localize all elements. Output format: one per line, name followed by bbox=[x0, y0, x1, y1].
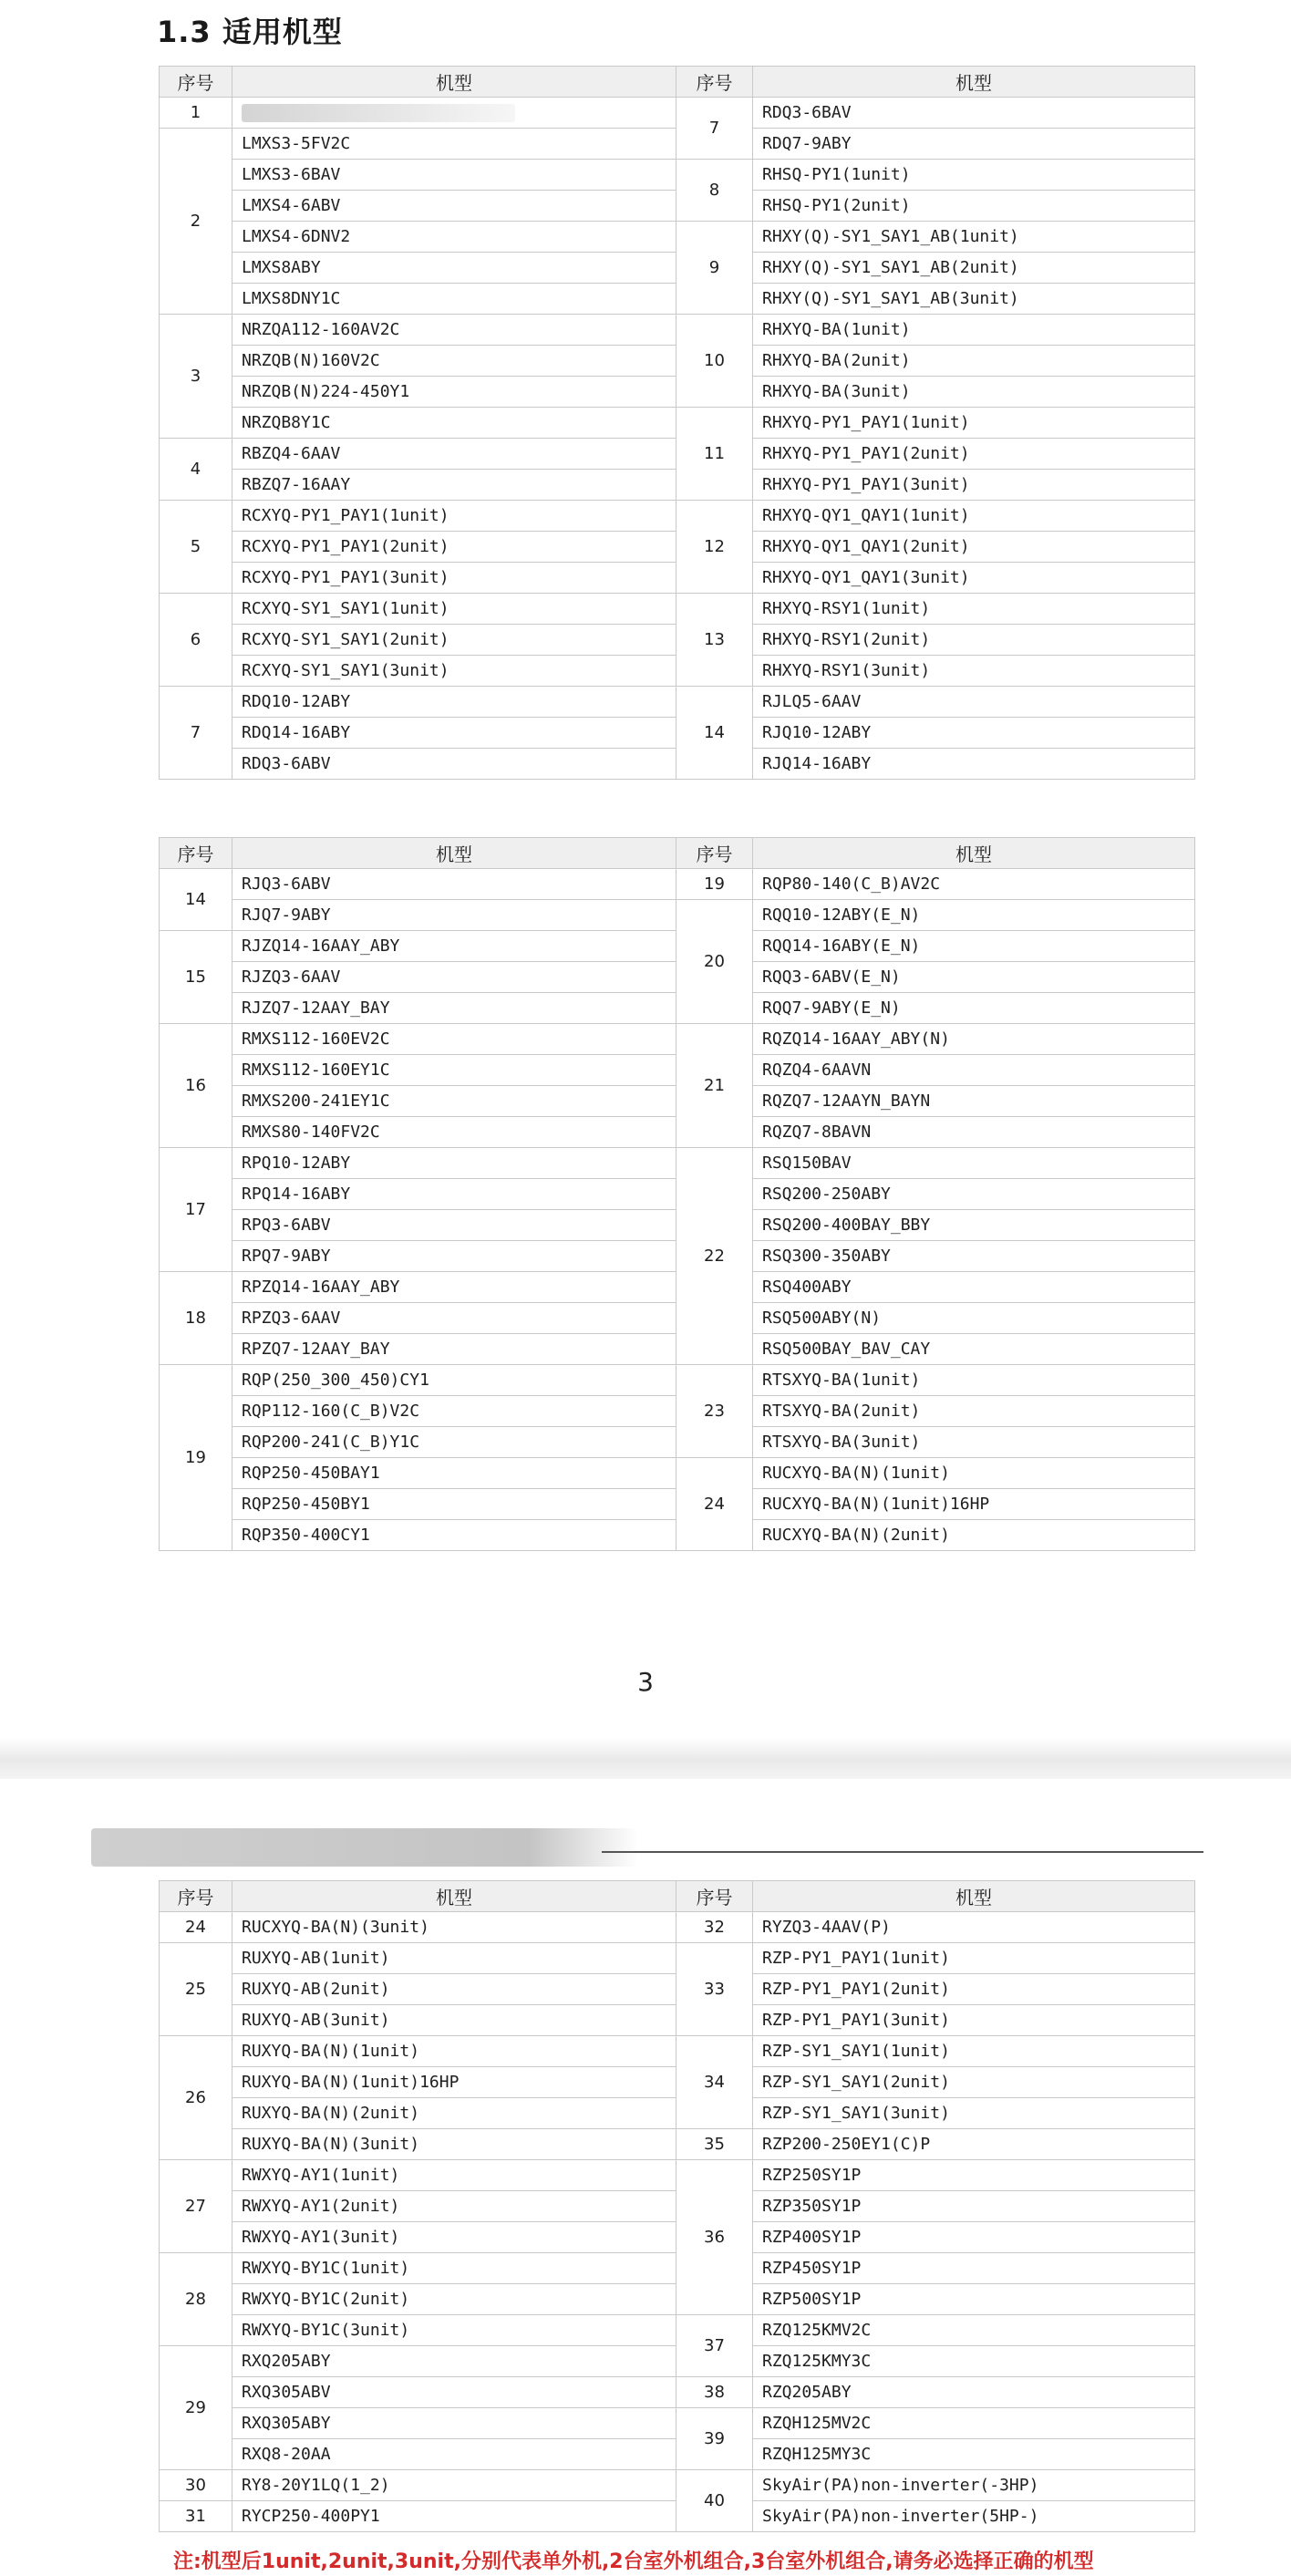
left-model-cell: NRZQB(N)160V2C bbox=[232, 346, 676, 377]
left-model-cell: RCXYQ-PY1_PAY1(2unit) bbox=[232, 532, 676, 563]
page-number: 3 bbox=[637, 1667, 654, 1697]
left-model-cell: RMXS80-140FV2C bbox=[232, 1117, 676, 1148]
right-model-cell: RYZQ3-4AAV(P) bbox=[753, 1912, 1195, 1943]
header-model: 机型 bbox=[232, 1881, 676, 1912]
right-model-cell: RHXYQ-QY1_QAY1(2unit) bbox=[753, 532, 1195, 563]
left-model-cell: RCXYQ-PY1_PAY1(3unit) bbox=[232, 563, 676, 594]
right-seq-cell: 36 bbox=[676, 2160, 753, 2315]
right-model-cell: RDQ3-6BAV bbox=[753, 98, 1195, 129]
table-header-row bbox=[160, 1881, 1195, 1912]
header-seq: 序号 bbox=[676, 1881, 753, 1912]
right-seq-cell: 23 bbox=[676, 1365, 753, 1458]
left-model-cell: RPQ14-16ABY bbox=[232, 1179, 676, 1210]
left-model-cell: LMXS3-6BAV bbox=[232, 160, 676, 191]
left-model-cell: RPQ7-9ABY bbox=[232, 1241, 676, 1272]
table-row bbox=[160, 2408, 1195, 2439]
table-row bbox=[160, 900, 1195, 931]
table-row bbox=[160, 1912, 1195, 1943]
right-model-cell: RQZQ7-12AAYN_BAYN bbox=[753, 1086, 1195, 1117]
right-model-cell: RQQ7-9ABY(E_N) bbox=[753, 993, 1195, 1024]
left-seq-cell: 3 bbox=[160, 315, 232, 439]
table-header-row bbox=[160, 838, 1195, 869]
left-seq-cell: 7 bbox=[160, 687, 232, 780]
right-model-cell: RZP450SY1P bbox=[753, 2253, 1195, 2284]
right-model-cell: RHXYQ-PY1_PAY1(1unit) bbox=[753, 408, 1195, 439]
left-model-cell: RUXYQ-AB(3unit) bbox=[232, 2005, 676, 2036]
left-model-cell: RUXYQ-BA(N)(1unit)16HP bbox=[232, 2067, 676, 2098]
right-seq-cell: 22 bbox=[676, 1148, 753, 1365]
table-row bbox=[160, 869, 1195, 900]
left-model-cell: RXQ205ABY bbox=[232, 2346, 676, 2377]
left-model-cell: RUCXYQ-BA(N)(3unit) bbox=[232, 1912, 676, 1943]
right-model-cell: RZQH125MY3C bbox=[753, 2439, 1195, 2470]
right-model-cell: RUCXYQ-BA(N)(2unit) bbox=[753, 1520, 1195, 1551]
right-seq-cell: 19 bbox=[676, 869, 753, 900]
redacted-model bbox=[242, 104, 515, 122]
right-model-cell: RHXYQ-RSY1(2unit) bbox=[753, 625, 1195, 656]
left-seq-cell: 2 bbox=[160, 129, 232, 315]
left-seq-cell: 28 bbox=[160, 2253, 232, 2346]
right-model-cell: RHXYQ-RSY1(3unit) bbox=[753, 656, 1195, 687]
left-model-cell: RDQ10-12ABY bbox=[232, 687, 676, 718]
right-model-cell: RZP250SY1P bbox=[753, 2160, 1195, 2191]
right-model-cell: RSQ400ABY bbox=[753, 1272, 1195, 1303]
right-seq-cell: 9 bbox=[676, 222, 753, 315]
right-model-cell: RZP-SY1_SAY1(1unit) bbox=[753, 2036, 1195, 2067]
right-model-cell: RJLQ5-6AAV bbox=[753, 687, 1195, 718]
left-model-cell: LMXS8DNY1C bbox=[232, 284, 676, 315]
right-model-cell: RSQ500ABY(N) bbox=[753, 1303, 1195, 1334]
left-model-cell bbox=[232, 98, 676, 129]
left-model-cell: RJZQ3-6AAV bbox=[232, 962, 676, 993]
right-seq-cell: 8 bbox=[676, 160, 753, 222]
section-title: 1.3 适用机型 bbox=[157, 15, 343, 49]
left-seq-cell: 26 bbox=[160, 2036, 232, 2160]
table-row bbox=[160, 2377, 1195, 2408]
left-seq-cell: 31 bbox=[160, 2501, 232, 2532]
right-seq-cell: 10 bbox=[676, 315, 753, 408]
left-model-cell: RQP250-450BAY1 bbox=[232, 1458, 676, 1489]
table-row bbox=[160, 160, 1195, 191]
left-seq-cell: 6 bbox=[160, 594, 232, 687]
left-model-cell: RXQ305ABY bbox=[232, 2408, 676, 2439]
table-row bbox=[160, 1365, 1195, 1396]
header-seq: 序号 bbox=[676, 67, 753, 98]
right-model-cell: RZP400SY1P bbox=[753, 2222, 1195, 2253]
models-table-3 bbox=[159, 1880, 1195, 2532]
table-row bbox=[160, 408, 1195, 439]
right-model-cell: RZQ125KMV2C bbox=[753, 2315, 1195, 2346]
right-model-cell: RHXYQ-PY1_PAY1(3unit) bbox=[753, 470, 1195, 501]
header-seq: 序号 bbox=[160, 838, 232, 869]
right-model-cell: RZP-PY1_PAY1(2unit) bbox=[753, 1974, 1195, 2005]
table-row bbox=[160, 315, 1195, 346]
right-model-cell: RZP-PY1_PAY1(3unit) bbox=[753, 2005, 1195, 2036]
right-model-cell: RZP-PY1_PAY1(1unit) bbox=[753, 1943, 1195, 1974]
left-model-cell: LMXS4-6ABV bbox=[232, 191, 676, 222]
right-model-cell: RSQ300-350ABY bbox=[753, 1241, 1195, 1272]
left-model-cell: RXQ8-20AA bbox=[232, 2439, 676, 2470]
left-model-cell: RQP200-241(C_B)Y1C bbox=[232, 1427, 676, 1458]
left-model-cell: LMXS3-5FV2C bbox=[232, 129, 676, 160]
left-model-cell: RPQ10-12ABY bbox=[232, 1148, 676, 1179]
right-model-cell: RSQ200-250ABY bbox=[753, 1179, 1195, 1210]
right-model-cell: RHSQ-PY1(1unit) bbox=[753, 160, 1195, 191]
right-seq-cell: 35 bbox=[676, 2129, 753, 2160]
right-seq-cell: 38 bbox=[676, 2377, 753, 2408]
table-row bbox=[160, 98, 1195, 129]
left-model-cell: RY8-20Y1LQ(1_2) bbox=[232, 2470, 676, 2501]
models-table-1 bbox=[159, 66, 1195, 780]
left-model-cell: RJZQ14-16AAY_ABY bbox=[232, 931, 676, 962]
right-model-cell: RQP80-140(C_B)AV2C bbox=[753, 869, 1195, 900]
right-seq-cell: 20 bbox=[676, 900, 753, 1024]
right-model-cell: SkyAir(PA)non-inverter(-3HP) bbox=[753, 2470, 1195, 2501]
left-model-cell: RDQ14-16ABY bbox=[232, 718, 676, 749]
left-model-cell: RPZQ14-16AAY_ABY bbox=[232, 1272, 676, 1303]
right-model-cell: RTSXYQ-BA(3unit) bbox=[753, 1427, 1195, 1458]
table-row bbox=[160, 1458, 1195, 1489]
right-model-cell: RSQ150BAV bbox=[753, 1148, 1195, 1179]
right-model-cell: RTSXYQ-BA(2unit) bbox=[753, 1396, 1195, 1427]
right-seq-cell: 32 bbox=[676, 1912, 753, 1943]
left-seq-cell: 19 bbox=[160, 1365, 232, 1551]
left-model-cell: NRZQA112-160AV2C bbox=[232, 315, 676, 346]
header-seq: 序号 bbox=[676, 838, 753, 869]
left-model-cell: RJZQ7-12AAY_BAY bbox=[232, 993, 676, 1024]
left-model-cell: RUXYQ-BA(N)(3unit) bbox=[232, 2129, 676, 2160]
right-model-cell: RUCXYQ-BA(N)(1unit) bbox=[753, 1458, 1195, 1489]
left-seq-cell: 14 bbox=[160, 869, 232, 931]
right-model-cell: RJQ14-16ABY bbox=[753, 749, 1195, 780]
right-model-cell: RUCXYQ-BA(N)(1unit)16HP bbox=[753, 1489, 1195, 1520]
table-row bbox=[160, 2315, 1195, 2346]
right-model-cell: SkyAir(PA)non-inverter(5HP-) bbox=[753, 2501, 1195, 2532]
table-row bbox=[160, 2470, 1195, 2501]
right-model-cell: RZQH125MV2C bbox=[753, 2408, 1195, 2439]
right-model-cell: RHXYQ-BA(2unit) bbox=[753, 346, 1195, 377]
left-model-cell: RXQ305ABV bbox=[232, 2377, 676, 2408]
right-model-cell: RSQ200-400BAY_BBY bbox=[753, 1210, 1195, 1241]
right-model-cell: RZP350SY1P bbox=[753, 2191, 1195, 2222]
left-model-cell: RQP(250_300_450)CY1 bbox=[232, 1365, 676, 1396]
right-model-cell: RHXY(Q)-SY1_SAY1_AB(1unit) bbox=[753, 222, 1195, 253]
right-model-cell: RZP500SY1P bbox=[753, 2284, 1195, 2315]
table-row bbox=[160, 2129, 1195, 2160]
right-model-cell: RHXY(Q)-SY1_SAY1_AB(3unit) bbox=[753, 284, 1195, 315]
header-model: 机型 bbox=[753, 67, 1195, 98]
header-model: 机型 bbox=[232, 67, 676, 98]
left-model-cell: RWXYQ-BY1C(2unit) bbox=[232, 2284, 676, 2315]
right-model-cell: RHXYQ-BA(3unit) bbox=[753, 377, 1195, 408]
right-model-cell: RHXYQ-PY1_PAY1(2unit) bbox=[753, 439, 1195, 470]
left-model-cell: RUXYQ-BA(N)(1unit) bbox=[232, 2036, 676, 2067]
right-model-cell: RDQ7-9ABY bbox=[753, 129, 1195, 160]
right-model-cell: RHXY(Q)-SY1_SAY1_AB(2unit) bbox=[753, 253, 1195, 284]
left-model-cell: RMXS112-160EY1C bbox=[232, 1055, 676, 1086]
header-seq: 序号 bbox=[160, 1881, 232, 1912]
left-model-cell: RMXS112-160EV2C bbox=[232, 1024, 676, 1055]
left-model-cell: RMXS200-241EY1C bbox=[232, 1086, 676, 1117]
right-seq-cell: 13 bbox=[676, 594, 753, 687]
left-model-cell: RUXYQ-BA(N)(2unit) bbox=[232, 2098, 676, 2129]
left-model-cell: RJQ7-9ABY bbox=[232, 900, 676, 931]
left-model-cell: NRZQB8Y1C bbox=[232, 408, 676, 439]
table-row bbox=[160, 222, 1195, 253]
right-seq-cell: 34 bbox=[676, 2036, 753, 2129]
left-seq-cell: 18 bbox=[160, 1272, 232, 1365]
right-model-cell: RQZQ14-16AAY_ABY(N) bbox=[753, 1024, 1195, 1055]
left-model-cell: RPZQ3-6AAV bbox=[232, 1303, 676, 1334]
left-model-cell: NRZQB(N)224-450Y1 bbox=[232, 377, 676, 408]
header-seq: 序号 bbox=[160, 67, 232, 98]
right-seq-cell: 11 bbox=[676, 408, 753, 501]
left-seq-cell: 29 bbox=[160, 2346, 232, 2470]
table-row bbox=[160, 1943, 1195, 1974]
left-model-cell: LMXS8ABY bbox=[232, 253, 676, 284]
left-seq-cell: 24 bbox=[160, 1912, 232, 1943]
right-model-cell: RQQ10-12ABY(E_N) bbox=[753, 900, 1195, 931]
right-model-cell: RQZQ4-6AAVN bbox=[753, 1055, 1195, 1086]
left-seq-cell: 15 bbox=[160, 931, 232, 1024]
left-seq-cell: 5 bbox=[160, 501, 232, 594]
right-model-cell: RQQ3-6ABV(E_N) bbox=[753, 962, 1195, 993]
left-seq-cell: 30 bbox=[160, 2470, 232, 2501]
left-model-cell: RQP250-450BY1 bbox=[232, 1489, 676, 1520]
right-model-cell: RZQ205ABY bbox=[753, 2377, 1195, 2408]
header-rule bbox=[602, 1851, 1203, 1853]
left-model-cell: RWXYQ-AY1(1unit) bbox=[232, 2160, 676, 2191]
right-model-cell: RQZQ7-8BAVN bbox=[753, 1117, 1195, 1148]
left-model-cell: RYCP250-400PY1 bbox=[232, 2501, 676, 2532]
models-table-2 bbox=[159, 837, 1195, 1551]
left-model-cell: RUXYQ-AB(2unit) bbox=[232, 1974, 676, 2005]
right-seq-cell: 33 bbox=[676, 1943, 753, 2036]
left-model-cell: RQP350-400CY1 bbox=[232, 1520, 676, 1551]
left-seq-cell: 17 bbox=[160, 1148, 232, 1272]
right-model-cell: RHXYQ-RSY1(1unit) bbox=[753, 594, 1195, 625]
header-model: 机型 bbox=[753, 838, 1195, 869]
left-model-cell: RWXYQ-AY1(3unit) bbox=[232, 2222, 676, 2253]
left-model-cell: RQP112-160(C_B)V2C bbox=[232, 1396, 676, 1427]
left-model-cell: RWXYQ-BY1C(1unit) bbox=[232, 2253, 676, 2284]
right-model-cell: RHSQ-PY1(2unit) bbox=[753, 191, 1195, 222]
table-row bbox=[160, 2160, 1195, 2191]
left-seq-cell: 25 bbox=[160, 1943, 232, 2036]
header-model: 机型 bbox=[753, 1881, 1195, 1912]
table-row bbox=[160, 2036, 1195, 2067]
table-row bbox=[160, 594, 1195, 625]
left-model-cell: RCXYQ-SY1_SAY1(3unit) bbox=[232, 656, 676, 687]
left-model-cell: RCXYQ-SY1_SAY1(1unit) bbox=[232, 594, 676, 625]
left-model-cell: RPQ3-6ABV bbox=[232, 1210, 676, 1241]
left-model-cell: RUXYQ-AB(1unit) bbox=[232, 1943, 676, 1974]
left-model-cell: LMXS4-6DNV2 bbox=[232, 222, 676, 253]
right-seq-cell: 24 bbox=[676, 1458, 753, 1551]
right-seq-cell: 21 bbox=[676, 1024, 753, 1148]
right-seq-cell: 7 bbox=[676, 98, 753, 160]
right-model-cell: RZP-SY1_SAY1(3unit) bbox=[753, 2098, 1195, 2129]
left-seq-cell: 4 bbox=[160, 439, 232, 501]
right-seq-cell: 39 bbox=[676, 2408, 753, 2470]
left-model-cell: RBZQ4-6AAV bbox=[232, 439, 676, 470]
right-seq-cell: 37 bbox=[676, 2315, 753, 2377]
right-model-cell: RHXYQ-BA(1unit) bbox=[753, 315, 1195, 346]
right-model-cell: RZP200-250EY1(C)P bbox=[753, 2129, 1195, 2160]
right-seq-cell: 14 bbox=[676, 687, 753, 780]
table-row bbox=[160, 1148, 1195, 1179]
left-model-cell: RWXYQ-BY1C(3unit) bbox=[232, 2315, 676, 2346]
left-model-cell: RDQ3-6ABV bbox=[232, 749, 676, 780]
left-seq-cell: 27 bbox=[160, 2160, 232, 2253]
table-row bbox=[160, 501, 1195, 532]
table-row bbox=[160, 687, 1195, 718]
table-header-row bbox=[160, 67, 1195, 98]
right-seq-cell: 12 bbox=[676, 501, 753, 594]
left-model-cell: RJQ3-6ABV bbox=[232, 869, 676, 900]
right-model-cell: RHXYQ-QY1_QAY1(3unit) bbox=[753, 563, 1195, 594]
left-model-cell: RWXYQ-AY1(2unit) bbox=[232, 2191, 676, 2222]
left-seq-cell: 16 bbox=[160, 1024, 232, 1148]
right-seq-cell: 40 bbox=[676, 2470, 753, 2532]
right-model-cell: RHXYQ-QY1_QAY1(1unit) bbox=[753, 501, 1195, 532]
footnote: 注:机型后1unit,2unit,3unit,分别代表单外机,2台室外机组合,3台室外机组合,请务必选择正确的机型 bbox=[173, 2550, 1094, 2573]
page-break-shadow bbox=[0, 1737, 1291, 1779]
right-model-cell: RQQ14-16ABY(E_N) bbox=[753, 931, 1195, 962]
right-model-cell: RTSXYQ-BA(1unit) bbox=[753, 1365, 1195, 1396]
table-row bbox=[160, 1024, 1195, 1055]
header-model: 机型 bbox=[232, 838, 676, 869]
left-seq-cell: 1 bbox=[160, 98, 232, 129]
right-model-cell: RZP-SY1_SAY1(2unit) bbox=[753, 2067, 1195, 2098]
redacted-header-bar bbox=[91, 1828, 638, 1867]
left-model-cell: RPZQ7-12AAY_BAY bbox=[232, 1334, 676, 1365]
left-model-cell: RCXYQ-PY1_PAY1(1unit) bbox=[232, 501, 676, 532]
left-model-cell: RCXYQ-SY1_SAY1(2unit) bbox=[232, 625, 676, 656]
right-model-cell: RZQ125KMY3C bbox=[753, 2346, 1195, 2377]
right-model-cell: RJQ10-12ABY bbox=[753, 718, 1195, 749]
right-model-cell: RSQ500BAY_BAV_CAY bbox=[753, 1334, 1195, 1365]
left-model-cell: RBZQ7-16AAY bbox=[232, 470, 676, 501]
